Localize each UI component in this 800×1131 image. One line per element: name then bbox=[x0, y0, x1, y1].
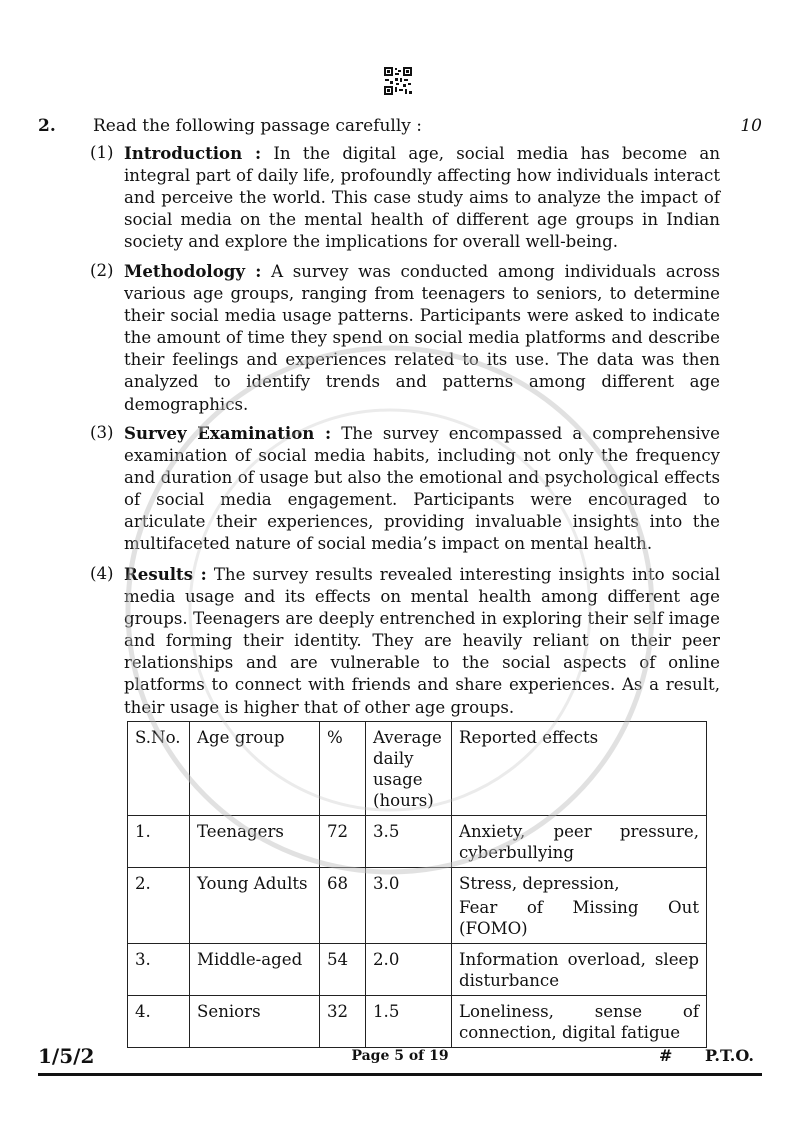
survey-results-table bbox=[127, 721, 707, 1048]
cell-percent: 32 bbox=[320, 996, 366, 1048]
header-reported-effects: Reported effects bbox=[452, 722, 707, 816]
header-sno: S.No. bbox=[128, 722, 190, 816]
question-instruction: Read the following passage carefully : bbox=[93, 116, 423, 136]
cell-hours: 3.5 bbox=[366, 816, 452, 868]
section-text: The survey results revealed interesting insights into social media usage and its effects on mental health among different age groups. Teenagers are deeply entrenched in exploring their self image and forming their identity. They are heavily reliant on their peer relationships and are vulnerable to the social aspects of online platforms to connect with friends and share experiences. As a result, their usage is higher that of other age groups. bbox=[124, 565, 721, 717]
section-introduction bbox=[90, 142, 720, 253]
table-row bbox=[128, 868, 707, 944]
header-percent: % bbox=[320, 722, 366, 816]
cell-effects-line: Fear of Missing Out (FOMO) bbox=[459, 898, 699, 938]
question-marks: 10 bbox=[740, 116, 762, 136]
footer-hash: # bbox=[659, 1046, 673, 1065]
section-heading: Methodology : bbox=[124, 261, 262, 281]
section-survey-examination bbox=[90, 422, 720, 556]
section-heading: Results : bbox=[124, 564, 207, 584]
cell-age-group: Seniors bbox=[190, 996, 320, 1048]
section-text: A survey was conducted among individuals across various age groups, ranging from teenagers to seniors, to determine their social media usage patterns. Participants were asked to indicate the amount of time they spend on social media platforms and describe their feelings and experiences related to its use. The data was then analyzed to identify trends and patterns among different age demographics. bbox=[124, 262, 720, 414]
cell-effects bbox=[452, 868, 707, 944]
cell-effects: Information overload, sleep disturbance bbox=[452, 944, 707, 996]
section-text: In the digital age, social media has become an integral part of daily life, profoundly affecting how individuals interact and perceive the world. This case study aims to analyze the impact of social media on the mental health of different age groups in Indian society and explore the implications for overall well-being. bbox=[124, 144, 721, 252]
cell-hours: 3.0 bbox=[366, 868, 452, 944]
cell-age-group: Young Adults bbox=[190, 868, 320, 944]
cell-effects: Loneliness, sense of connection, digital fatigue bbox=[452, 996, 707, 1048]
table-row bbox=[128, 816, 707, 868]
section-heading: Introduction : bbox=[124, 143, 262, 163]
cell-percent: 54 bbox=[320, 944, 366, 996]
cell-age-group: Teenagers bbox=[190, 816, 320, 868]
section-heading: Survey Examination : bbox=[124, 423, 332, 443]
cell-sno: 4. bbox=[128, 996, 190, 1048]
page-number: Page 5 of 19 bbox=[351, 1048, 449, 1064]
table-row bbox=[128, 996, 707, 1048]
header-average-daily-usage: Average daily usage (hours) bbox=[366, 722, 452, 816]
cell-sno: 2. bbox=[128, 868, 190, 944]
cell-effects-line: Stress, depression, bbox=[459, 874, 620, 893]
paper-code: 1/5/2 bbox=[38, 1044, 95, 1068]
cell-hours: 1.5 bbox=[366, 996, 452, 1048]
cell-sno: 1. bbox=[128, 816, 190, 868]
please-turn-over: P.T.O. bbox=[705, 1046, 754, 1065]
table-header-row bbox=[128, 722, 707, 816]
cell-sno: 3. bbox=[128, 944, 190, 996]
section-number: (3) bbox=[90, 423, 114, 442]
section-number: (1) bbox=[90, 143, 114, 162]
section-number: (4) bbox=[90, 564, 114, 583]
section-text: The survey encompassed a comprehensive examination of social media habits, including not only the frequency and duration of usage but also the emotional and psychological effects of social media engagement. Participants were encouraged to articulate their experiences, providing invaluable insights into the multifaceted nature of social media’s impact on mental health. bbox=[124, 424, 720, 554]
cell-percent: 72 bbox=[320, 816, 366, 868]
cell-hours: 2.0 bbox=[366, 944, 452, 996]
section-methodology bbox=[90, 260, 720, 416]
header-age-group: Age group bbox=[190, 722, 320, 816]
section-results bbox=[90, 563, 720, 719]
table-row bbox=[128, 944, 707, 996]
cell-percent: 68 bbox=[320, 868, 366, 944]
question-number: 2. bbox=[38, 116, 56, 136]
cell-age-group: Middle-aged bbox=[190, 944, 320, 996]
footer-divider bbox=[38, 1073, 762, 1076]
cell-effects: Anxiety, peer pressure, cyberbullying bbox=[452, 816, 707, 868]
section-number: (2) bbox=[90, 261, 114, 280]
qr-code-icon bbox=[383, 66, 413, 96]
